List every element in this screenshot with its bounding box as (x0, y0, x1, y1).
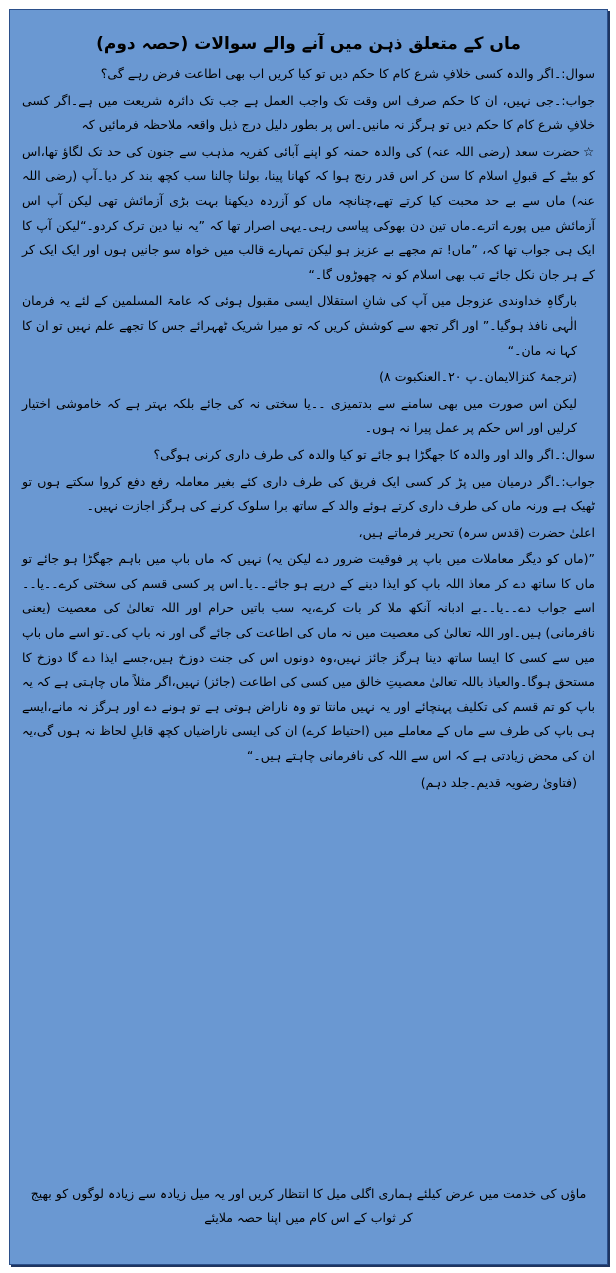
story-continuation: بارگاہِ خداوندی عزوجل میں آپ کی شانِ استقلال ایسی مقبول ہوئی کہ عامۃ المسلمین کے لئے یہ فرمان الٰہی نافذ ہوگیا۔” اور اگر تجھ سے کوشش کریں کہ تو میرا شریک ٹھہرائے جس کا تجھے علم نہیں تو ان کا کہا نہ مان۔“ (22, 293, 577, 358)
quote-text: ”(ماں کو دیگر معاملات میں باپ پر فوقیت ضرور دے لیکن یہ) نہیں کہ ماں باپ میں باہم جھگڑا ہو جائے تو ماں کا ساتھ دے کر معاذ اللہ باپ کو ایذا دینے کے درپے ہو جائے۔۔یا۔اس پر کسی قسم کی سختی کرے۔۔یا۔۔اسے جواب دے۔۔یا۔۔بے ادبانہ آنکھ ملا کر بات کرے،یہ سب باتیں حرام اور اللہ تعالیٰ کی معصیت (یعنی نافرمانی) ہیں۔اور اللہ تعالیٰ کی معصیت میں نہ ماں کی اطاعت کی جائے گی اور نہ باپ کی۔تو اسے ماں باپ میں سے کسی کا ایسا ساتھ دینا ہرگز جائز نہیں،وہ دونوں اس کی جنت دوزخ ہیں،جسے ایذا دے گا دوزخ کا مستحق ہوگا۔والعیاذ باللہ تعالیٰ معصیتِ خالق میں کسی کی اطاعت (جائز) نہیں،اگر مثلاً ماں چاہتی ہے کہ یہ باپ کو تم قسم کی تکلیف پہنچائے اور یہ نہیں مانتا تو وہ ناراض ہوتی ہے تو ہونے دے اور ہرگز نہ مانے،ایسے ہی باپ کی طرف سے ماں کے معاملے میں (احتیاط کرے) ان کی ایسی ناراضیاں کچھ قابلِ لحاظ نہ ہوں گی،یہ ان کی محض زیادتی ہے کہ اس سے اللہ کی نافرمانی چاہتے ہیں۔“ (22, 551, 595, 764)
footer-note: ماؤں کی خدمت میں عرض کیلئے ہماری اگلی میل کا انتظار کریں اور یہ میل زیادہ سے زیادہ لوگوں کو بھیج کر ثواب کے اس کام میں اپنا حصہ ملایئے (30, 1186, 587, 1225)
article-body (22, 62, 595, 795)
advice-note: لیکن اس صورت میں بھی سامنے سے بدتمیزی ۔۔یا سختی نہ کی جائے بلکہ بہتر ہے کہ خاموشی اختیار کرلیں اور اس حکم پر عمل پیرا نہ ہوں۔ (22, 395, 577, 436)
answer-2: جواب:۔اگر درمیان میں پڑ کر کسی ایک فریق کی طرف داری کئے بغیر معاملہ رفع دفع کروا سکتے ہوں تو ٹھیک ہے ورنہ ماں کی طرف داری کرتے ہوئے والد کے ساتھ برا سلوک کرنے کی ہرگز اجازت نہیں۔ (22, 473, 595, 514)
story-text: حضرت سعد (رضی اللہ عنہ) کی والدہ حمنہ کو اپنے آبائی کفریہ مذہب سے جنون کی حد تک لگاؤ تھا،اس کو بیٹے کے قبولِ اسلام کا سن کر اس قدر رنج ہوا کہ کھانا پینا، بولنا چالنا سب کچھ بند کر دیا۔آپ (رضی اللہ عنہ) ماں سے بے حد محبت کیا کرتے تھے،چنانچہ ماں کو آزردہ دیکھنا بہت بڑی آزمائش تھی لیکن آپ اس آزمائش میں پورے اترے۔ماں تین دن بھوکی پیاسی رہی۔یہی اصرار تھا کہ ”یہ نیا دین ترک کردو۔“لیکن آپ کا ایک ہی جواب تھا کہ، ”ماں! تم مجھے بے عزیز ہو لیکن تمہارے قالب میں خواہ سو جانیں ہوں اور ایک ایک کر کے ہر جان نکل جائے تب بھی اسلام کو نہ چھوڑوں گا۔“ (22, 143, 595, 282)
page-title: ماں کے متعلق ذہن میں آنے والے سوالات (حصہ دوم) (96, 34, 521, 54)
story-paragraph (22, 140, 595, 288)
quote-reference: (فتاویٰ رضویہ قدیم۔جلد دہم) (420, 774, 577, 790)
quote-intro: اعلیٰ حضرت (قدس سرہ) تحریر فرماتے ہیں، (358, 524, 595, 540)
star-icon: ☆ (583, 143, 595, 159)
quran-reference: (ترجمۂ کنزالایمان۔پ ۲۰۔العنکبوت ۸) (379, 369, 577, 385)
article-panel (9, 9, 608, 1265)
answer-1: جواب:۔جی نہیں، ان کا حکم صرف اس وقت تک واجب العمل ہے جب تک دائرہ شریعت میں ہے۔اگر کسی خلافِ شرع کام کا حکم دیں تو ہرگز نہ مانیں۔اس پر بطور دلیل درج ذیل واقعہ ملاحظہ فرمائیں کہ (22, 92, 595, 133)
question-1: سوال:۔اگر والدہ کسی خلافِ شرع کام کا حکم دیں تو کیا کریں اب بھی اطاعت فرض رہے گی؟ (100, 66, 595, 81)
question-2: سوال:۔اگر والد اور والدہ کا جھگڑا ہو جائے تو کیا والدہ کی طرف داری کرنی ہوگی؟ (153, 446, 595, 462)
